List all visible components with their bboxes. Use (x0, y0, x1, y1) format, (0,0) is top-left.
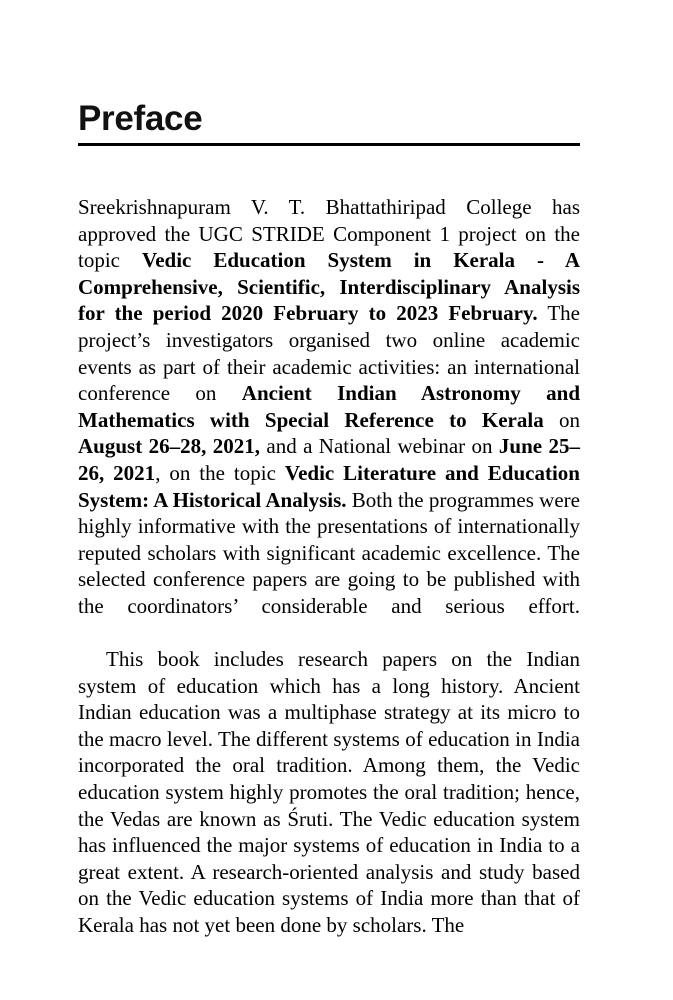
page-title: Preface (78, 99, 203, 138)
text-run-9: , on the topic (155, 460, 285, 485)
text-run-11: Both the programmes were highly informative with the presentations of internationally reputed scholars with significant academic excellence. The selected conference papers are going to be published with the coordinators’ considerable and serious effort. (78, 487, 580, 618)
text-run-3: The project’s investigators organised two online academic events as part of their academic activities: an international conference on (78, 301, 580, 406)
text-run-1: This book includes research papers on the Indian system of education which has a long history. Ancient Indian education was a multiphase strategy at its micro to the macro level. The different systems of education in India incorporated the oral tradition. Among them, the Vedic education system highly promotes the oral tradition; hence, the Vedas are known as Śruti. The Vedic education system has influenced the major systems of education in India to a great extent. A research-oriented analysis and study based on the Vedic education systems of India more than that of Kerala has not yet been done by scholars. The (78, 647, 580, 938)
bold-run-2: Vedic Education System in Kerala - A Comprehensive, Scientific, Interdisciplinary Analysis for the period 2020 February to 2023 February. (78, 248, 580, 326)
text-run-7: and a National webinar on (259, 434, 499, 459)
bold-run-8: June 25–26, 2021 (78, 434, 580, 485)
paragraph-2 (78, 646, 580, 939)
bold-run-10: Vedic Literature and Education System: A Historical Analysis. (78, 460, 580, 512)
text-run-5: on (543, 407, 581, 432)
paragraph-1 (78, 194, 580, 646)
bold-run-6: August 26–28, 2021, (78, 434, 260, 459)
bold-run-4: Ancient Indian Astronomy and Mathematics with Special Reference to Kerala (78, 381, 580, 432)
text-run-1: Sreekrishnapuram V. T. Bhattathiripad College has approved the UGC STRIDE Component 1 project on the topic (78, 195, 580, 273)
preface-body (78, 146, 580, 939)
page-content-column (78, 0, 580, 939)
